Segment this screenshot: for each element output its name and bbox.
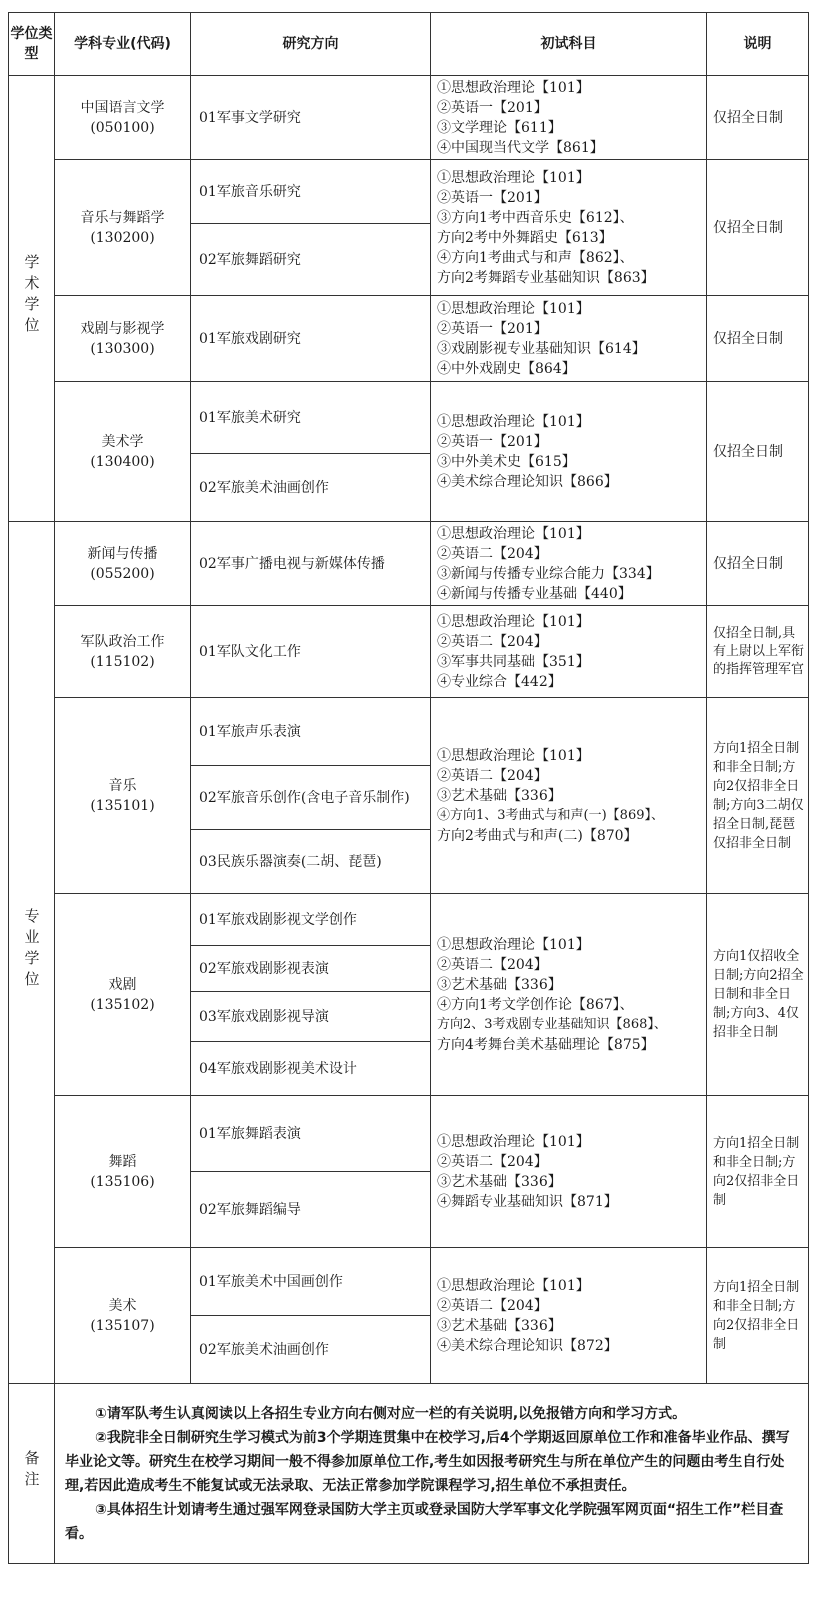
direction-cell: 01军旅声乐表演 [191, 698, 431, 766]
direction-cell: 01军旅美术研究 [191, 382, 431, 454]
subject-line: 方向2、3考戏剧专业基础知识【868】、 [437, 1016, 667, 1032]
major-cell [55, 1096, 191, 1248]
subject-line: ④美术综合理论知识【866】 [437, 473, 618, 490]
direction-cell: 01军旅美术中国画创作 [191, 1248, 431, 1316]
subject-line: ③方向1考中西音乐史【612】、 [437, 209, 634, 226]
major-name: 音乐与舞蹈学 [80, 209, 165, 226]
subject-line: ①思想政治理论【101】 [437, 613, 590, 630]
group-academic [9, 76, 55, 522]
remark-item: ③具体招生计划请考生通过强军网登录国防大学主页或登录国防大学军事文化学院强军网页面“招生工作”栏目查看。 [65, 1501, 784, 1542]
direction-cell: 03军旅戏剧影视导演 [191, 992, 431, 1042]
remarks-label-cell [9, 1384, 55, 1564]
direction-cell: 01军事文学研究 [191, 76, 431, 160]
major-cell [55, 160, 191, 296]
subject-line: ②英语二【204】 [437, 545, 548, 562]
table-header-row [9, 13, 809, 76]
major-name: 新闻与传播 [87, 545, 158, 562]
subject-line: ③艺术基础【336】 [437, 1173, 562, 1190]
subject-line: ④中国现当代文学【861】 [437, 139, 604, 156]
group-label: 专业学位 [22, 907, 41, 992]
subject-line: ③新闻与传播专业综合能力【334】 [437, 565, 660, 582]
major-cell [55, 382, 191, 522]
major-code: (130300) [90, 340, 155, 357]
direction-cell: 02军旅音乐创作(含电子音乐制作) [191, 766, 431, 830]
major-cell [55, 1248, 191, 1384]
header-degree-type: 学位类型 [9, 13, 55, 76]
direction-cell: 02军旅美术油画创作 [191, 1316, 431, 1384]
note-cell: 仅招全日制 [707, 522, 809, 606]
table-row [9, 606, 809, 698]
subject-line: ①思想政治理论【101】 [437, 1277, 590, 1294]
subject-line: 方向2考舞蹈专业基础知识【863】 [437, 269, 655, 286]
subject-line: ④中外戏剧史【864】 [437, 360, 576, 377]
major-name: 戏剧 [108, 976, 137, 993]
note-cell: 仅招全日制 [707, 160, 809, 296]
subject-line: ①思想政治理论【101】 [437, 79, 590, 96]
subject-line: ④舞蹈专业基础知识【871】 [437, 1193, 618, 1210]
direction-cell: 01军旅戏剧影视文学创作 [191, 894, 431, 946]
header-major: 学科专业(代码) [55, 13, 191, 76]
subject-line: ③戏剧影视专业基础知识【614】 [437, 340, 646, 357]
major-cell [55, 522, 191, 606]
major-name: 音乐 [108, 777, 137, 794]
direction-cell: 02军事广播电视与新媒体传播 [191, 522, 431, 606]
major-cell [55, 76, 191, 160]
table-row [9, 698, 809, 766]
direction-cell: 02军旅戏剧影视表演 [191, 946, 431, 992]
major-name: 戏剧与影视学 [80, 320, 165, 337]
subject-line: ②英语一【201】 [437, 99, 548, 116]
direction-cell: 02军旅美术油画创作 [191, 454, 431, 522]
subject-line: ③中外美术史【615】 [437, 453, 576, 470]
note-cell: 仅招全日制 [707, 76, 809, 160]
subject-line: ③艺术基础【336】 [437, 787, 562, 804]
subject-line: ②英语二【204】 [437, 767, 548, 784]
subjects-cell [431, 698, 707, 894]
remark-item: ②我院非全日制研究生学习模式为前3个学期连贯集中在校学习,后4个学期返回原单位工作和准备毕业作品、撰写毕业论文等。研究生在校学习期间一般不得参加原单位工作,考生如因报考研究生与所在单位产生的问题由考生自行处理,若因此造成考生不能复试或无法录取、无法正常参加学院课程学习,招生单位不承担责任。 [65, 1429, 790, 1494]
subject-line: 方向2考中外舞蹈史【613】 [437, 229, 613, 246]
subject-line: ④方向1、3考曲式与和声(一)【869】、 [437, 807, 664, 823]
note-cell: 仅招全日制,具有上尉以上军衔的指挥管理军官 [707, 606, 809, 698]
subject-line: 方向4考舞台美术基础理论【875】 [437, 1036, 655, 1053]
subject-line: ①思想政治理论【101】 [437, 413, 590, 430]
subjects-cell [431, 76, 707, 160]
subject-line: ③文学理论【611】 [437, 119, 562, 136]
subject-line: ④新闻与传播专业基础【440】 [437, 585, 632, 602]
subject-line: ②英语一【201】 [437, 320, 548, 337]
subject-line: 方向2考曲式与和声(二)【870】 [437, 827, 638, 844]
major-code: (050100) [90, 119, 155, 136]
direction-cell: 03民族乐器演奏(二胡、琵琶) [191, 830, 431, 894]
subject-line: ②英语二【204】 [437, 1153, 548, 1170]
subjects-cell [431, 296, 707, 382]
major-code: (135106) [90, 1173, 155, 1190]
table-row [9, 1248, 809, 1316]
subjects-cell [431, 1248, 707, 1384]
subject-line: ③军事共同基础【351】 [437, 653, 590, 670]
subject-line: ①思想政治理论【101】 [437, 747, 590, 764]
header-note: 说明 [707, 13, 809, 76]
subjects-cell [431, 522, 707, 606]
subject-line: ④方向1考曲式与和声【862】、 [437, 249, 634, 266]
table-row [9, 382, 809, 454]
direction-cell: 01军旅戏剧研究 [191, 296, 431, 382]
group-professional [9, 522, 55, 1384]
header-direction: 研究方向 [191, 13, 431, 76]
subject-line: ②英语一【201】 [437, 189, 548, 206]
group-label: 学术学位 [22, 253, 41, 338]
subject-line: ③艺术基础【336】 [437, 1317, 562, 1334]
major-cell [55, 894, 191, 1096]
subject-line: ①思想政治理论【101】 [437, 300, 590, 317]
subject-line: ③艺术基础【336】 [437, 976, 562, 993]
subject-line: ④专业综合【442】 [437, 673, 562, 690]
major-name: 美术 [108, 1297, 137, 1314]
major-code: (055200) [90, 565, 155, 582]
header-subjects: 初试科目 [431, 13, 707, 76]
major-name: 美术学 [101, 433, 144, 450]
major-code: (135102) [90, 996, 155, 1013]
major-cell [55, 606, 191, 698]
subject-line: ①思想政治理论【101】 [437, 936, 590, 953]
major-code: (135107) [90, 1317, 155, 1334]
subject-line: ④方向1考文学创作论【867】、 [437, 996, 634, 1013]
remarks-label: 备注 [22, 1449, 41, 1492]
subject-line: ②英语二【204】 [437, 956, 548, 973]
table-row [9, 894, 809, 946]
major-code: (130200) [90, 229, 155, 246]
subject-line: ②英语二【204】 [437, 633, 548, 650]
subjects-cell [431, 160, 707, 296]
subject-line: ①思想政治理论【101】 [437, 525, 590, 542]
note-cell: 方向1招全日制和非全日制;方向2仅招非全日制;方向3二胡仅招全日制,琵琶仅招非全日制 [707, 698, 809, 894]
subject-line: ①思想政治理论【101】 [437, 169, 590, 186]
major-cell [55, 296, 191, 382]
subject-line: ②英语二【204】 [437, 1297, 548, 1314]
note-cell: 仅招全日制 [707, 296, 809, 382]
major-code: (135101) [90, 797, 155, 814]
major-cell [55, 698, 191, 894]
direction-cell: 01军队文化工作 [191, 606, 431, 698]
subjects-cell [431, 1096, 707, 1248]
admissions-table [8, 12, 809, 1564]
note-cell: 方向1招全日制和非全日制;方向2仅招非全日制 [707, 1096, 809, 1248]
table-row [9, 160, 809, 224]
direction-cell: 01军旅音乐研究 [191, 160, 431, 224]
remark-item: ①请军队考生认真阅读以上各招生专业方向右侧对应一栏的有关说明,以免报错方向和学习方式。 [95, 1405, 687, 1422]
major-name: 舞蹈 [108, 1153, 137, 1170]
major-code: (115102) [90, 653, 155, 670]
remarks-row [9, 1384, 809, 1564]
direction-cell: 01军旅舞蹈表演 [191, 1096, 431, 1172]
note-cell: 方向1招全日制和非全日制;方向2仅招非全日制 [707, 1248, 809, 1384]
table-row [9, 522, 809, 606]
table-row [9, 1096, 809, 1172]
note-cell: 方向1仅招收全日制;方向2招全日制和非全日制;方向3、4仅招非全日制 [707, 894, 809, 1096]
major-name: 军队政治工作 [80, 633, 165, 650]
direction-cell: 02军旅舞蹈研究 [191, 224, 431, 296]
subject-line: ②英语一【201】 [437, 433, 548, 450]
subjects-cell [431, 894, 707, 1096]
major-name: 中国语言文学 [80, 99, 165, 116]
major-code: (130400) [90, 453, 155, 470]
remarks-cell [55, 1384, 809, 1564]
subjects-cell [431, 382, 707, 522]
subjects-cell [431, 606, 707, 698]
table-row [9, 296, 809, 382]
direction-cell: 04军旅戏剧影视美术设计 [191, 1042, 431, 1096]
subject-line: ④美术综合理论知识【872】 [437, 1337, 618, 1354]
table-row [9, 76, 809, 160]
direction-cell: 02军旅舞蹈编导 [191, 1172, 431, 1248]
subject-line: ①思想政治理论【101】 [437, 1133, 590, 1150]
note-cell: 仅招全日制 [707, 382, 809, 522]
